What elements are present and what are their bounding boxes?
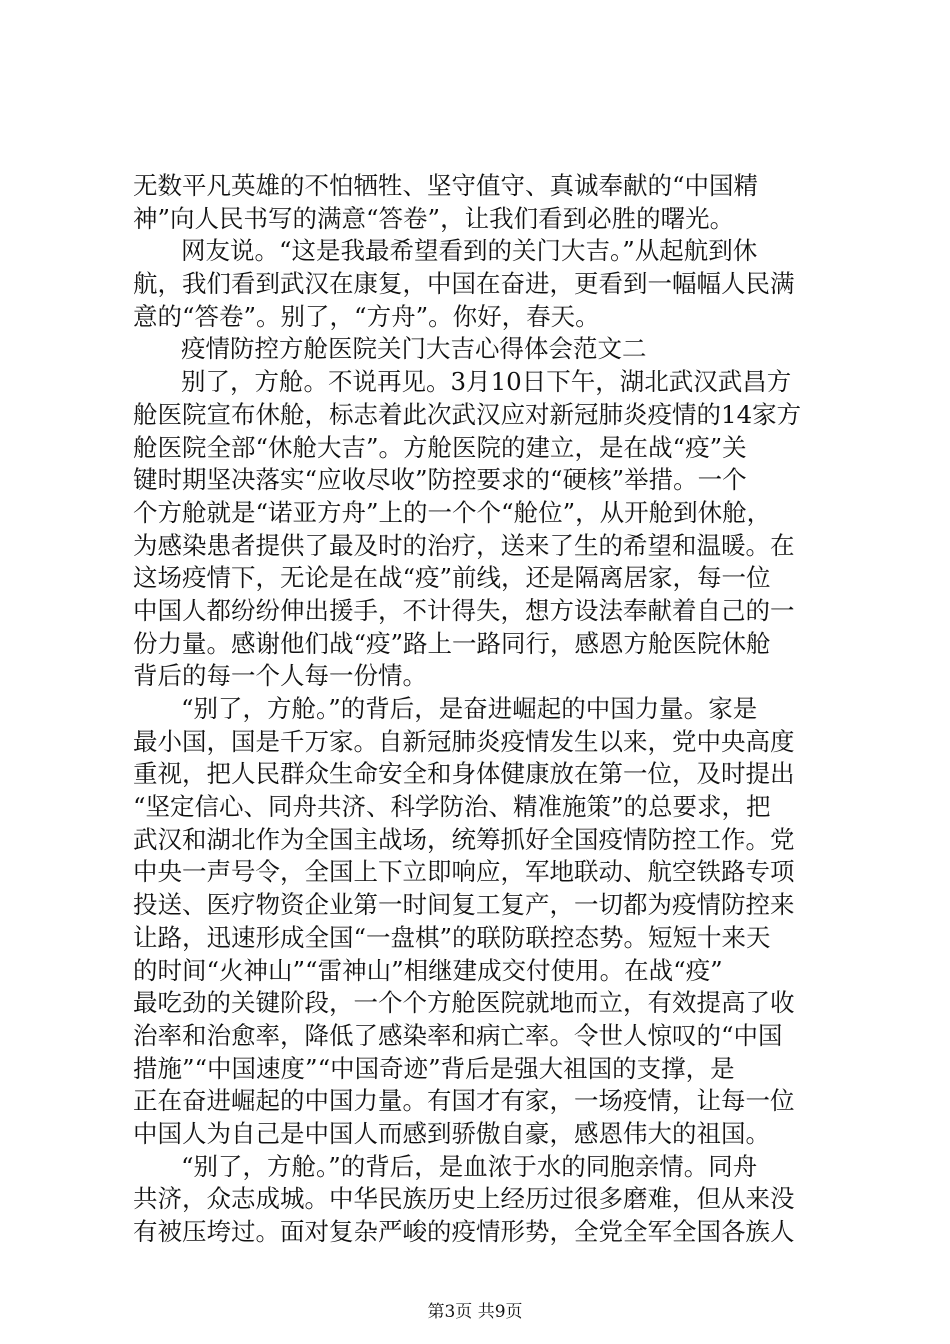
text-line: 的时间“火神山”“雷神山”相继建成交付使用。在战“疫” — [133, 955, 723, 985]
text-line: 无数平凡英雄的不怕牺牲、坚守值守、真诚奉献的“中国精 — [133, 171, 759, 200]
text-line: “别了，方舱。”的背后，是奋进崛起的中国力量。家是 — [181, 694, 758, 723]
text-line: 中国人为自己是中国人而感到骄傲自豪，感恩伟大的祖国。 — [133, 1118, 770, 1148]
text-line: 舱医院宣布休舱，标志着此次武汉应对新冠肺炎疫情的14家方 — [133, 399, 802, 429]
text-line: 为感染患者提供了最及时的治疗，送来了生的希望和温暖。在 — [133, 530, 795, 560]
text-line: 份力量。感谢他们战“疫”路上一路同行，感恩方舱医院休舱 — [133, 628, 771, 658]
text-line: 武汉和湖北作为全国主战场，统筹抓好全国疫情防控工作。党 — [133, 824, 795, 854]
page-number: 第3页 共9页 — [427, 1302, 523, 1322]
text-line: 最小国，国是千万家。自新冠肺炎疫情发生以来，党中央高度 — [133, 726, 795, 756]
text-line: 正在奋进崛起的中国力量。有国才有家，一场疫情，让每一位 — [133, 1086, 795, 1116]
text-line: 措施”“中国速度”“中国奇迹”背后是强大祖国的支撑，是 — [133, 1053, 735, 1083]
text-line: 键时期坚决落实“应收尽收”防控要求的“硬核”举措。一个 — [133, 465, 747, 495]
text-line: 网友说。“这是我最希望看到的关门大吉。”从起航到休 — [181, 236, 758, 266]
text-line: 中国人都纷纷伸出援手，不计得失，想方设法奉献着自己的一 — [133, 595, 795, 625]
text-line: 个方舱就是“诺亚方舟”上的一个个“舱位”，从开舱到休舱， — [133, 497, 772, 527]
text-line: 治率和治愈率，降低了感染率和病亡率。令世人惊叹的“中国 — [133, 1020, 783, 1050]
section-heading: 疫情防控方舱医院关门大吉心得体会范文二 — [181, 334, 647, 364]
text-line: 这场疫情下，无论是在战“疫”前线，还是隔离居家，每一位 — [133, 563, 771, 593]
text-line: 有被压垮过。面对复杂严峻的疫情形势，全党全军全国各族人 — [133, 1217, 795, 1246]
body-text — [133, 170, 833, 1249]
text-line: 投送、医疗物资企业第一时间复工复产，一切都为疫情防控来 — [133, 890, 795, 920]
text-line: 别了，方舱。不说再见。3月10日下午，湖北武汉武昌方 — [181, 367, 792, 397]
text-line: 最吃劲的关键阶段，一个个方舱医院就地而立，有效提高了收 — [133, 988, 795, 1018]
page-footer — [0, 1302, 950, 1322]
text-line: 共济，众志成城。中华民族历史上经历过很多磨难，但从来没 — [133, 1184, 795, 1214]
text-line: 中央一声号令，全国上下立即响应，军地联动、航空铁路专项 — [133, 857, 795, 887]
text-line: 重视，把人民群众生命安全和身体健康放在第一位，及时提出 — [133, 759, 795, 789]
text-line: 背后的每一个人每一份情。 — [133, 661, 427, 691]
text-line: 让路，迅速形成全国“一盘棋”的联防联控态势。短短十来天 — [133, 922, 771, 952]
text-line: 意的“答卷”。别了，“方舟”。你好，春天。 — [133, 301, 600, 331]
text-line: 航，我们看到武汉在康复，中国在奋进，更看到一幅幅人民满 — [133, 269, 795, 299]
text-line: “别了，方舱。”的背后，是血浓于水的同胞亲情。同舟 — [181, 1151, 758, 1181]
text-line: “坚定信心、同舟共济、科学防治、精准施策”的总要求，把 — [133, 792, 771, 822]
text-line: 舱医院全部“休舱大吉”。方舱医院的建立，是在战“疫”关 — [133, 432, 747, 462]
text-line: 神”向人民书写的满意“答卷”，让我们看到必胜的曙光。 — [133, 203, 735, 233]
